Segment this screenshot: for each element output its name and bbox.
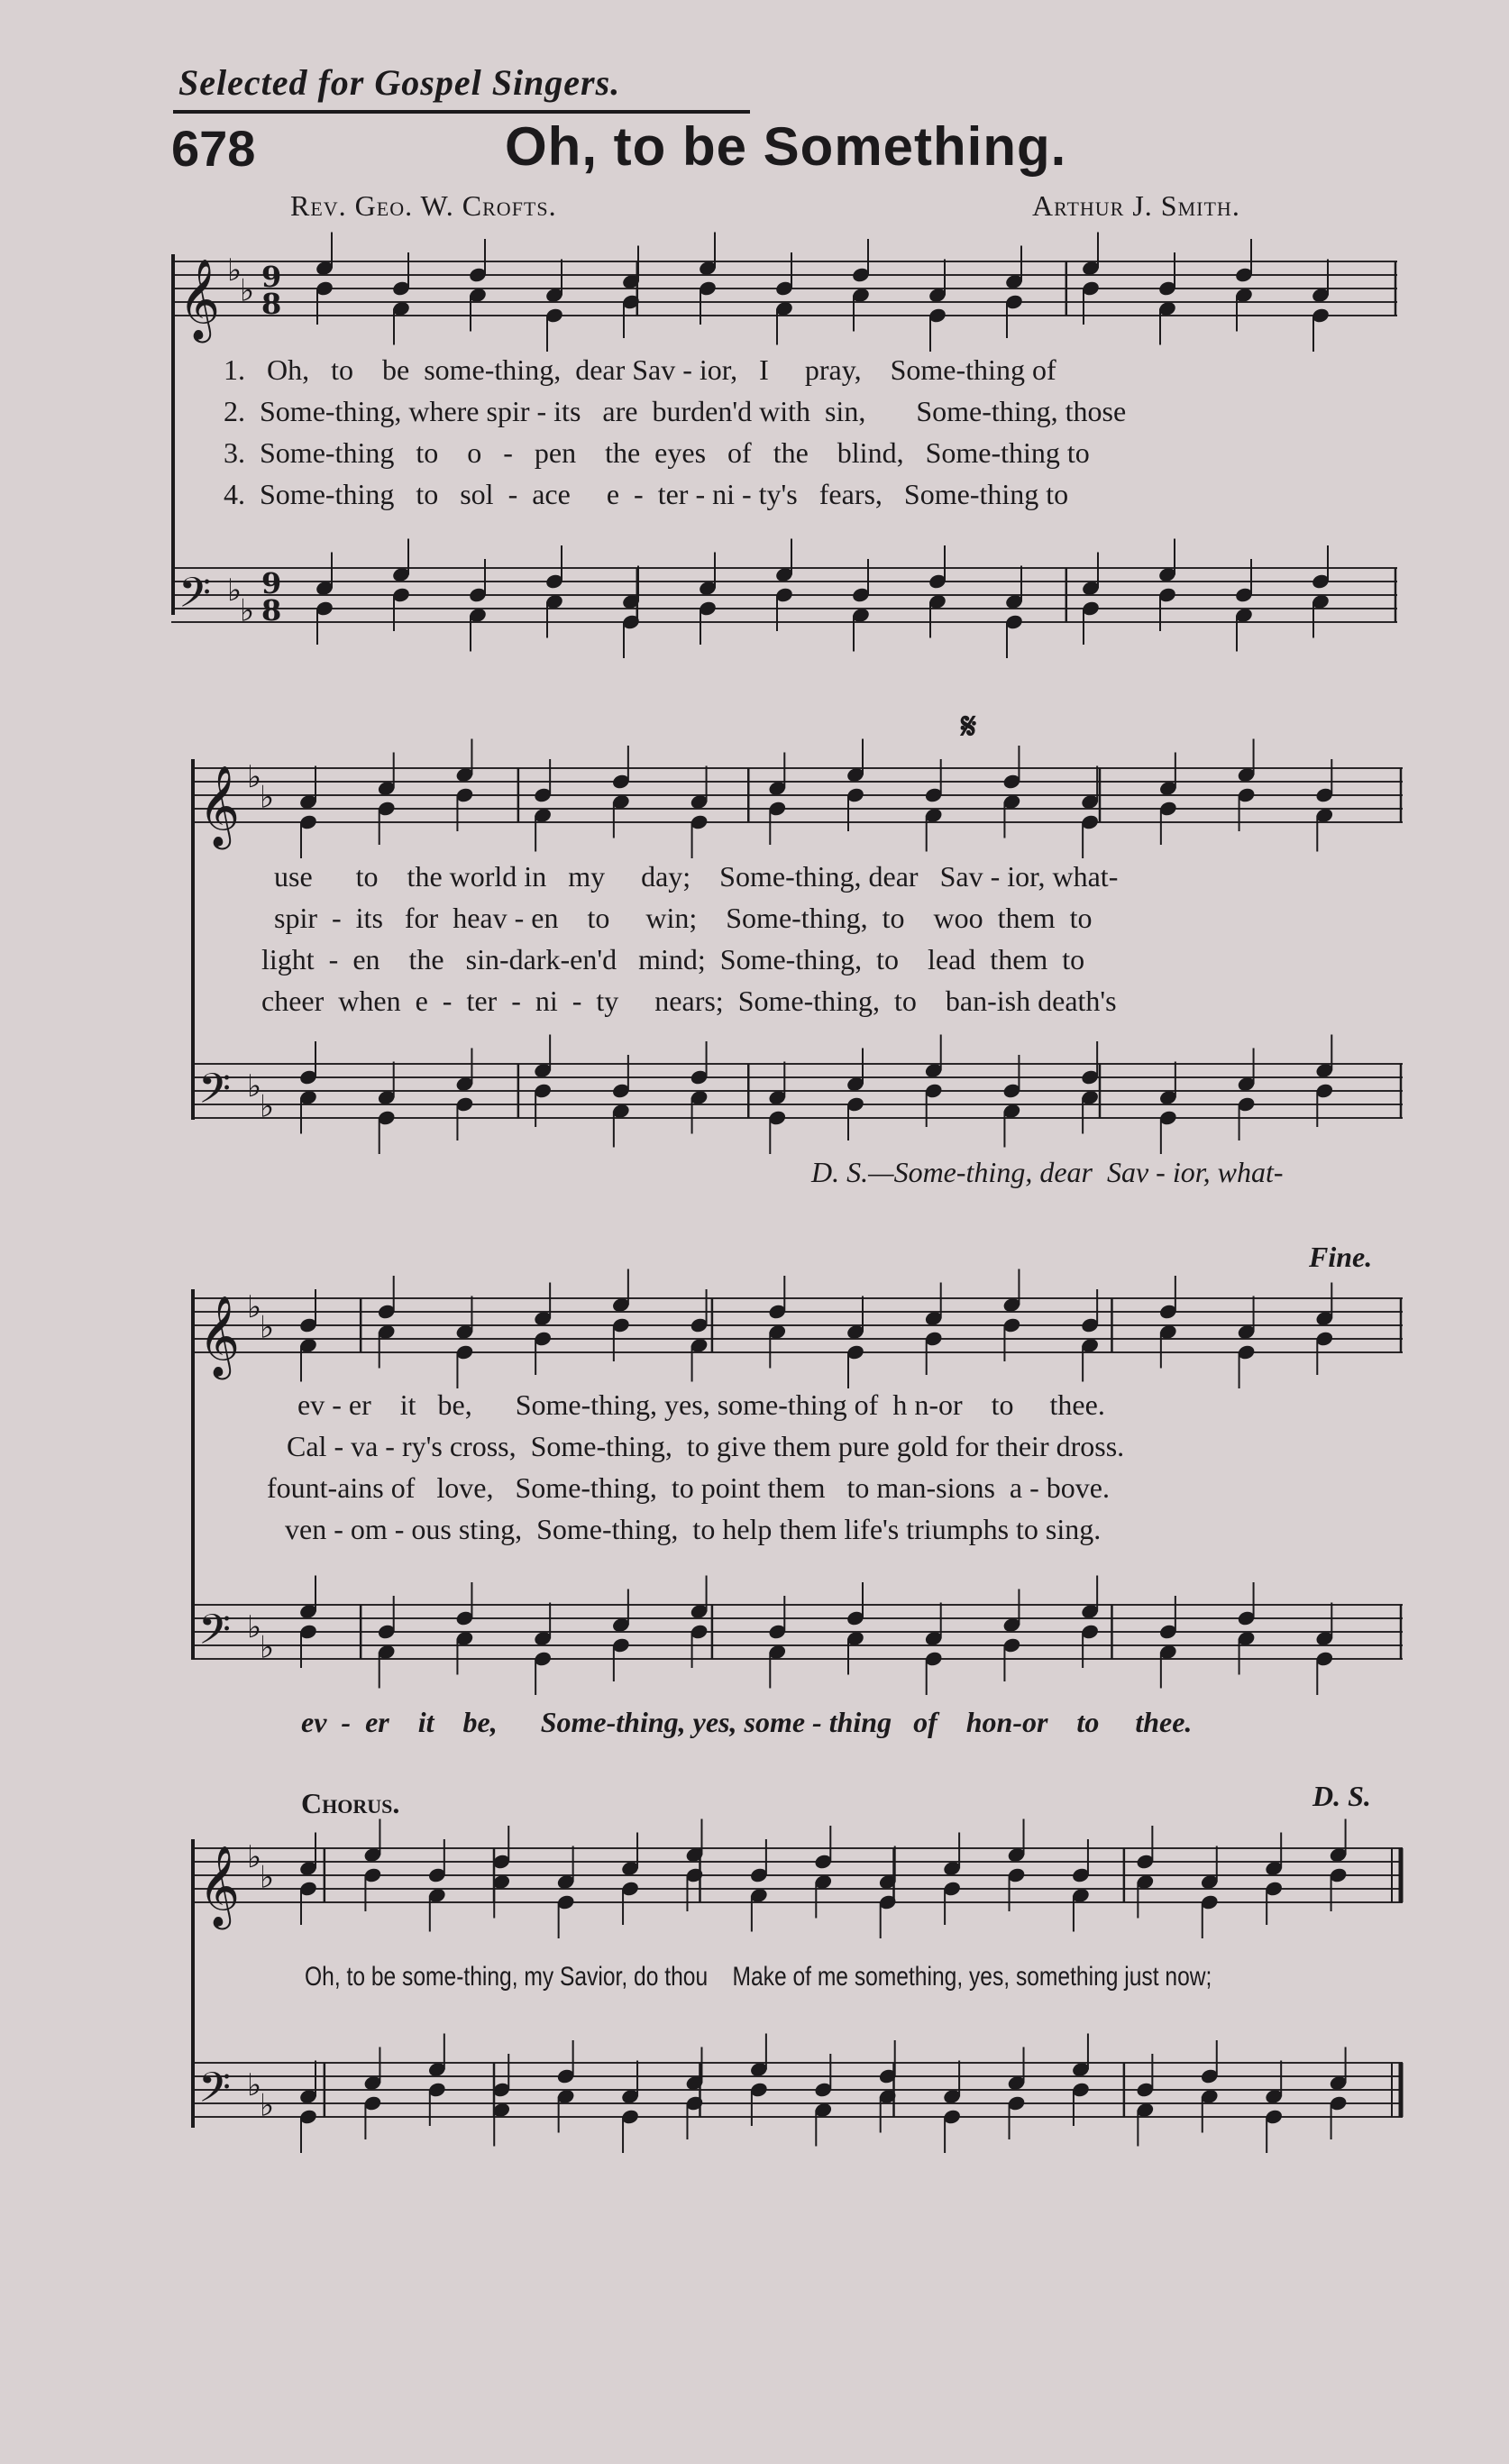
verse-line-3-cont: light - en the sin-dark-en'd mind; Some-thing, to lead them to xyxy=(261,943,1085,976)
bass-clef-icon: 𝄢 xyxy=(198,1065,232,1123)
bass-clef-icon: 𝄢 xyxy=(198,1606,232,1664)
bass-clef-icon: 𝄢 xyxy=(198,2064,232,2122)
flat-sign-icon: ♭ xyxy=(260,2087,275,2124)
flat-sign-icon: ♭ xyxy=(247,1839,262,1875)
chorus-brace xyxy=(191,1839,195,2128)
flat-sign-icon: ♭ xyxy=(260,779,275,816)
time-signature-digit: 9 xyxy=(261,260,282,294)
segno-sign: 𝄋 xyxy=(961,706,977,747)
chorus-lyric: Oh, to be some-thing, my Savior, do thou Make of me something, yes, something just now; xyxy=(305,1962,1212,1992)
ds-lyric-line: D. S.—Some-thing, dear Sav - ior, what- xyxy=(811,1156,1284,1188)
heading-rule xyxy=(173,110,750,114)
lyricist: Rev. Geo. W. Crofts. xyxy=(290,189,557,222)
flat-sign-icon: ♭ xyxy=(240,592,255,629)
staff-lines xyxy=(171,550,1397,676)
flat-sign-icon: ♭ xyxy=(227,252,242,289)
treble-clef-icon: 𝄞 xyxy=(178,259,221,340)
verse-line-1-cont: use to the world in my day; Some-thing, dear Sav - ior, what- xyxy=(274,860,1119,893)
flat-sign-icon: ♭ xyxy=(247,1289,262,1325)
treble-clef-icon: 𝄞 xyxy=(198,1846,241,1927)
staff-lines xyxy=(191,1830,1403,1956)
flat-sign-icon: ♭ xyxy=(260,1859,275,1896)
system-3-brace xyxy=(191,1289,195,1659)
staff-lines xyxy=(171,243,1397,370)
flat-sign-icon: ♭ xyxy=(247,2067,262,2103)
verse-line-4-end: ven - om - ous sting, Some-thing, to help them life's triumphs to sing. xyxy=(285,1513,1102,1545)
hymn-number: 678 xyxy=(171,120,256,177)
bass-lyric-line: ev - er it be, Some-thing, yes, some - thing of hon-or to thee. xyxy=(301,1706,1193,1738)
treble-clef-icon: 𝄞 xyxy=(198,765,241,847)
verse-line-2-end: Cal - va - ry's cross, Some-thing, to give them pure gold for their dross. xyxy=(287,1430,1125,1462)
flat-sign-icon: ♭ xyxy=(260,1629,275,1666)
system-2-brace xyxy=(191,759,195,1120)
verse-line-2-cont: spir - its for heav - en to win; Some-thing, to woo them to xyxy=(274,902,1093,934)
bass-clef-icon: 𝄢 xyxy=(178,569,212,627)
flat-sign-icon: ♭ xyxy=(260,1088,275,1125)
verse-line-4-cont: cheer when e - ter - ni - ty nears; Some-thing, to ban-ish death's xyxy=(261,985,1117,1017)
flat-sign-icon: ♭ xyxy=(247,759,262,795)
staff-lines xyxy=(191,2045,1403,2171)
staff-lines xyxy=(191,1280,1403,1406)
staff-lines xyxy=(191,1046,1403,1172)
flat-sign-icon: ♭ xyxy=(260,1309,275,1346)
verse-line-4: 4. Some-thing to sol - ace e - ter - ni - ty's fears, Some-thing to xyxy=(224,478,1069,510)
time-signature-digit: 8 xyxy=(261,593,282,627)
treble-clef-icon: 𝄞 xyxy=(198,1296,241,1377)
chorus-label: Chorus. xyxy=(301,1787,400,1819)
staff-lines xyxy=(191,750,1403,876)
chorus-ds-marking: D. S. xyxy=(1312,1780,1371,1812)
fine-marking: Fine. xyxy=(1309,1241,1373,1273)
composer: Arthur J. Smith. xyxy=(1032,189,1240,222)
flat-sign-icon: ♭ xyxy=(227,572,242,609)
verse-line-1-end: ev - er it be, Some-thing, yes, some-thing of h n-or to thee. xyxy=(297,1388,1105,1421)
staff-lines xyxy=(191,1587,1403,1713)
verse-line-2: 2. Some-thing, where spir - its are burden'd with sin, Some-thing, those xyxy=(224,395,1127,427)
verse-line-3-end: fount-ains of love, Some-thing, to point them to man-sions a - bove. xyxy=(267,1471,1110,1504)
time-signature-digit: 9 xyxy=(261,566,282,600)
hymn-title: Oh, to be Something. xyxy=(505,116,1067,177)
system-1-brace xyxy=(171,254,175,615)
flat-sign-icon: ♭ xyxy=(247,1609,262,1645)
time-signature-digit: 8 xyxy=(261,287,282,321)
verse-line-3: 3. Some-thing to o - pen the eyes of the blind, Some-thing to xyxy=(224,436,1090,469)
section-heading: Selected for Gospel Singers. xyxy=(178,62,621,103)
flat-sign-icon: ♭ xyxy=(247,1068,262,1104)
verse-line-1: 1. Oh, to be some-thing, dear Sav - ior, I pray, Some-thing of xyxy=(224,353,1056,386)
flat-sign-icon: ♭ xyxy=(240,272,255,309)
